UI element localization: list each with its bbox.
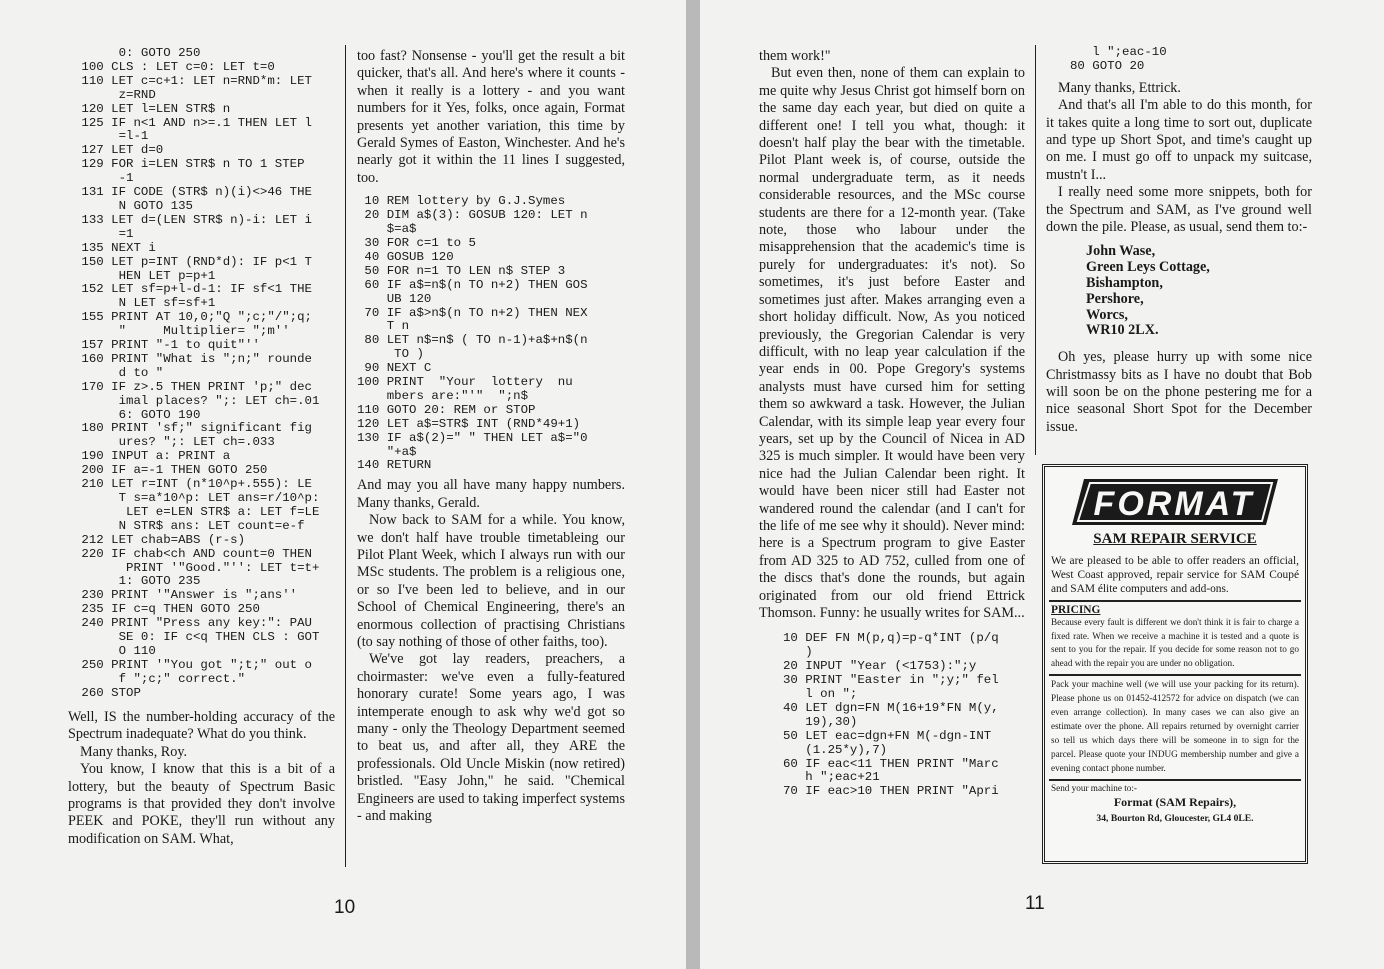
contact-address [1086,244,1312,339]
code-line: 200 IF a=-1 THEN GOTO 250 [74,463,268,478]
code-line: f ";c;" correct." [74,671,246,686]
code-line: 100 CLS : LET c=0: LET t=0 [74,59,275,74]
code-line: 260 STOP [74,685,141,700]
send-label: Send your machine to:- [1051,782,1137,793]
code-line: 30 FOR c=1 to 5 [357,235,476,250]
code-line: 70 IF a$>n$(n TO n+2) THEN NEX [357,305,588,320]
code-line: 40 GOSUB 120 [357,249,454,264]
code-line: ures? ";: LET ch=.033 [74,435,275,450]
code-line: -1 [74,171,134,186]
divider [1049,779,1301,781]
column-divider [345,45,346,867]
address-line: Green Leys Cottage, [1086,259,1210,276]
code-line: 0: GOTO 250 [74,46,201,60]
code-line: 60 IF a$=n$(n TO n+2) THEN GOS [357,277,588,292]
code-line: =1 [74,226,134,241]
basic-listing-lottery [357,195,625,473]
code-line: l on "; [783,687,858,702]
code-line: 235 IF c=q THEN GOTO 250 [74,602,260,617]
basic-listing-easter-continued [1070,46,1312,74]
code-line: SE 0: IF c<q THEN CLS : GOT [74,630,320,645]
code-line: LET e=LEN STR$ a: LET f=LE [74,504,320,519]
code-line: 90 NEXT C [357,361,432,376]
code-line: 170 IF z>.5 THEN PRINT 'p;" dec [74,379,312,394]
paragraph: them work!" [759,48,831,64]
code-line: HEN LET p=p+1 [74,268,216,283]
code-line: "+a$ [357,444,417,459]
code-line: mbers are:"'" ";n$ [357,388,529,403]
format-logo [1070,477,1280,527]
code-line: 10 REM lottery by G.J.Symes [357,194,566,209]
code-line: T n [357,319,410,334]
code-line: N LET sf=sf+1 [74,296,216,311]
code-line: 110 GOTO 20: REM or STOP [357,402,536,417]
code-line: imal places? ";: LET ch=.01 [74,393,320,408]
code-line: 135 NEXT i [74,240,156,255]
code-line: 129 FOR i=LEN STR$ n TO 1 STEP [74,157,305,172]
page-11-right-column [1046,46,1312,436]
paragraph: too fast? Nonsense - you'll get the result a bit quicker, that's all. And here's where it counts - when it really is a lottery - and you want numbers for it Yes, folks, once again, Format presents yet another variation, this time by Gerald Symes of Easton, Winchester. And he's nearly got it within the 11 lines I suggested, too. [357,48,625,186]
code-line: N STR$ ans: LET count=e-f [74,518,305,533]
page-11-left-column [759,48,1025,799]
code-line: h ";eac+21 [783,770,880,785]
divider [1049,674,1301,676]
code-line: 40 LET dgn=FN M(16+19*FN M(y, [783,700,999,715]
code-line: 240 PRINT "Press any key:": PAU [74,616,312,631]
code-line: " Multiplier= ";m'' [74,324,290,339]
paragraph: You know, I know that this is a bit of a lottery, but the beauty of Spectrum Basic programs is that provided they don't involve PEEK and POKE, they'll run without any modification on SAM. What, [68,761,335,847]
code-line: 60 IF eac<11 THEN PRINT "Marc [783,756,999,771]
code-line: 125 IF n<1 AND n>=.1 THEN LET l [74,115,312,130]
code-line: PRINT '"Good."'': LET t=t+ [74,560,320,575]
company-address: 34, Bourton Rd, Gloucester, GL4 0LE. [1096,812,1254,824]
paragraph: Well, IS the number-holding accuracy of the Spectrum inadequate? What do you think. [68,709,335,743]
page-10-left-prose [68,709,335,848]
paragraph: And may you all have many happy numbers. Many thanks, Gerald. [357,477,625,511]
code-line: UB 120 [357,291,432,306]
divider [1049,600,1301,602]
advert-intro: We are pleased to be able to offer readers an official, West Coast approved, repair service for SAM Coupé and SAM élite computers and add-ons. [1051,555,1299,596]
code-line: 133 LET d=(LEN STR$ n)-i: LET i [74,212,312,227]
code-line: 6: GOTO 190 [74,407,201,422]
address-line: Bishampton, [1086,275,1163,292]
code-line: 140 RETURN [357,458,432,473]
logo-text: FORMAT [1093,485,1255,523]
pricing-heading: PRICING [1051,603,1101,616]
code-line: l ";eac-10 [1070,45,1167,59]
code-line: $=a$ [357,222,417,237]
code-line: 70 IF eac>10 THEN PRINT "Apri [783,784,999,799]
paragraph: I really need some more snippets, both for the Spectrum and SAM, as I've ground well down the pile. Please, as usual, send them to:- [1046,184,1312,236]
code-line: TO ) [357,347,424,362]
code-line: 120 LET a$=STR$ INT (RND*49+1) [357,416,581,431]
code-line: 152 LET sf=p+l-d-1: IF sf<1 THE [74,282,312,297]
code-line: 1: GOTO 235 [74,574,201,589]
code-line: 10 DEF FN M(p,q)=p-q*INT (p/q [783,631,999,646]
paragraph: We've got lay readers, preachers, a choirmaster: we've even a fully-featured honorary curate! Some years ago, I was intemperate enough to ask why we'd got so many - only the Theology Department seemed to beat us, and after all, they ARE the professionals. Old Uncle Miskin (now retired) bristled. "Easy John," he said. "Chemical Engineers are used to taking imperfect systems - and making [357,651,625,825]
address-line: WR10 2LX. [1086,322,1159,339]
code-line: 157 PRINT "-1 to quit"'' [74,338,260,353]
code-line: 250 PRINT '"You got ";t;" out o [74,657,312,672]
code-line: 30 PRINT "Easter in ";y;" fel [783,673,999,688]
code-line: T s=a*10^p: LET ans=r/10^p: [74,491,320,505]
code-line: O 110 [74,643,156,658]
code-line: 160 PRINT "What is ";n;" rounde [74,351,312,366]
packing-text: Pack your machine well (we will use your packing for its return). Please phone us on 01452-412572 for advice on dispatch (we can even arrange collection). In many cases we can also give an estimate over the phone. All repairs returned by overnight carrier so tell us which days there will be someone in to sign for the parcel. Please quote your INDUG membership number and give a evening contact phone number. [1051,679,1299,773]
code-line: 230 PRINT '"Answer is ";ans'' [74,588,298,603]
advert-title: SAM REPAIR SERVICE [1093,531,1257,547]
code-line: (1.25*y),7) [783,742,888,757]
code-line: 190 INPUT a: PRINT a [74,449,231,464]
code-line: 19),30) [783,714,858,729]
page-10-right-column [357,48,625,826]
code-line: 155 PRINT AT 10,0;"Q ";c;"/";q; [74,310,312,325]
paragraph: Many thanks, Roy. [80,743,188,760]
code-line: 120 LET l=LEN STR$ n [74,101,231,116]
code-line: d to " [74,365,164,380]
code-line: ) [783,645,813,660]
pricing-text: Because every fault is different we don't think it is fair to charge a fixed rate. When we receive a machine it is tested and a quote is sent to you for the repair. If you decide for some reason not to go ahead with the repair you are under no obligation. [1051,616,1299,669]
code-line: 150 LET p=INT (RND*d): IF p<1 T [74,254,312,269]
address-line: John Wase, [1086,243,1156,260]
paragraph: But even then, none of them can explain to me quite why Jesus Christ got himself born on the same day each year, but died on quite a different one! I tell you what, though: it doesn't half play the bear with the timetable. Pilot Plant week is, of course, outside the normal undergraduate term, as it needs considerable resources, and the MSc course students are there for a 12-month year. (Take note, those who labour under the misapprehension that the academic's time is purely for undergraduates: it's not). So sometimes, it's just before Easter and sometimes just after. Makes arranging even a short holiday difficult. Now, As you noticed previously, the Gregorian Calendar is very difficult, with no leap year calculation if the year ends in 00. Pope Gregory's systems analysts must have cursed him for setting them so awkward a task. However, the Julian Calendar, with its simple leap year every four years, set up by the Council of Nicea in AD 325 is much simpler. It would have been very nice had the Julian Calendar been right. It would have been nicer still had Easter not wandered round the calendar (and I can't for the life of me see why it should). Never mind: here is a Spectrum program to give Easter from AD 325 to AD 752, culled from one of the discs that's done the rounds, but again originated from our old friend Ettrick Thomson. Funny: he usually writes for SAM... [759,65,1025,621]
code-line: 130 IF a$(2)=" " THEN LET a$="0 [357,430,588,445]
code-line: z=RND [74,87,156,102]
code-line: 100 PRINT "Your lottery nu [357,375,573,390]
code-line: 110 LET c=c+1: LET n=RND*m: LET [74,73,312,88]
sam-repair-advert [1042,464,1308,864]
code-line: 20 INPUT "Year (<1753):";y [783,659,977,674]
code-line: =l-1 [74,129,149,144]
code-line: 212 LET chab=ABS (r-s) [74,532,246,547]
basic-listing-easter [783,632,1025,799]
code-line: 80 LET n$=n$ ( TO n-1)+a$+n$(n [357,333,588,348]
code-line: N GOTO 135 [74,198,193,213]
page-10 [0,0,686,969]
code-line: 131 IF CODE (STR$ n)(i)<>46 THE [74,185,312,200]
code-line: 20 DIM a$(3): GOSUB 120: LET n [357,208,588,223]
page-number: 11 [1025,893,1045,914]
page-number: 10 [334,897,356,918]
column-divider [1035,45,1036,455]
code-line: 50 LET eac=dgn+FN M(-dgn-INT [783,728,992,743]
paragraph: Many thanks, Ettrick. [1058,79,1181,96]
code-line: 50 FOR n=1 TO LEN n$ STEP 3 [357,263,566,278]
address-line: Worcs, [1086,306,1128,323]
code-line: 220 IF chab<ch AND count=0 THEN [74,546,312,561]
code-line: 127 LET d=0 [74,143,164,158]
code-line: 180 PRINT 'sf;" significant fig [74,421,312,436]
address-line: Pershore, [1086,290,1144,307]
code-line: 80 GOTO 20 [1070,58,1145,73]
basic-listing-rounding-quiz [74,47,342,701]
company-name: Format (SAM Repairs), [1113,794,1237,809]
paragraph: And that's all I'm able to do this month, for it takes quite a long time to sort out, duplicate and type up Short Spot, and time's caught up on me. I must go off to unpack my suitcase, mustn't I... [1046,97,1312,183]
code-line: 210 LET r=INT (n*10^p+.555): LE [74,477,312,492]
paragraph: Now back to SAM for a while. You know, we don't half have trouble timetableing our Pilot Plant Week, which I always run with our MSc students. The problem is a religious one, or so I've been led to believe, and in our School of Chemical Engineering, there's an enormous collection of practising Christians (to say nothing of those of other faiths, too). [357,512,625,651]
paragraph: Oh yes, please hurry up with some nice Christmassy bits as I have no doubt that Bob will soon be on the phone pestering me for a nice seasonal Short Spot for the December issue. [1046,349,1312,435]
